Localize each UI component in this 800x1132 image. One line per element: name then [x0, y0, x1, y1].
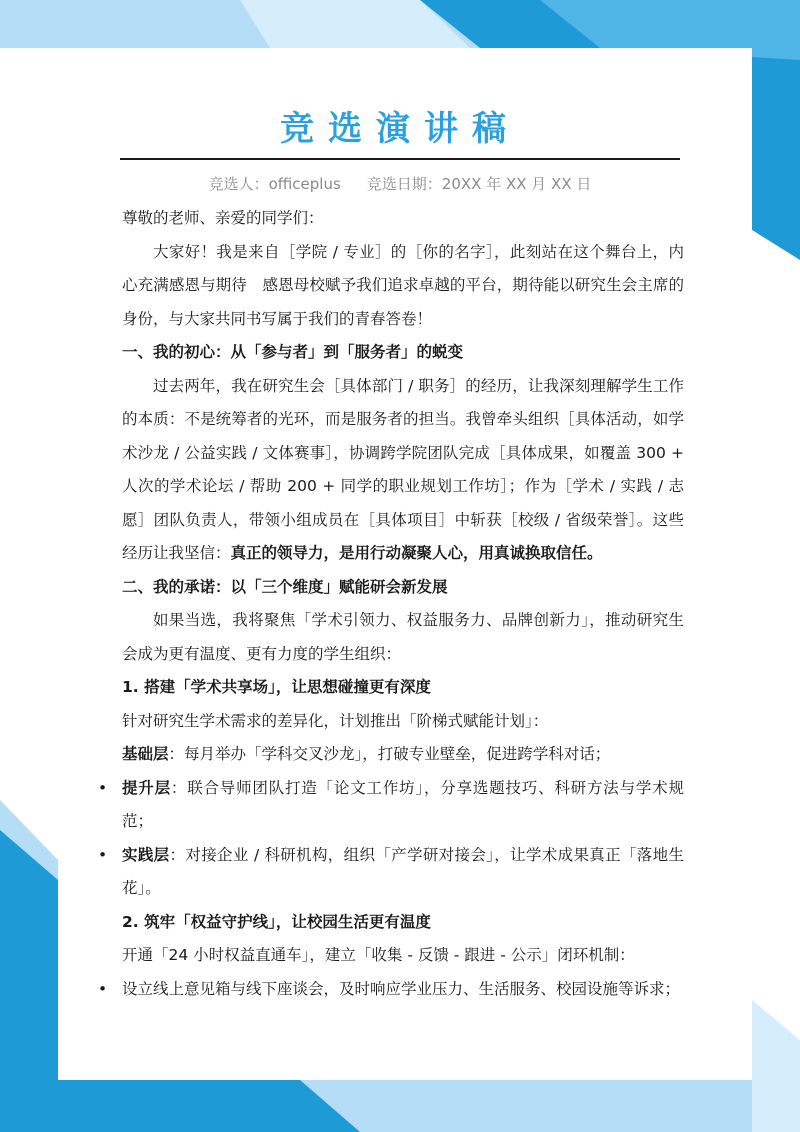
subsection1-heading: 1. 搭建「学术共享场」，让思想碰撞更有深度	[122, 678, 431, 696]
subsection2-heading: 2. 筑牢「权益守护线」，让校园生活更有温度	[122, 912, 431, 931]
section2-paragraph: 如果当选，我将聚焦「学术引领力、权益服务力、品牌创新力」，推动研究生会成为更有温度、更有力度的学生组织：	[122, 611, 684, 663]
greeting: 尊敬的老师、亲爱的同学们：	[122, 209, 324, 227]
candidate-meta	[120, 172, 680, 196]
bullet-icon: •	[98, 778, 108, 797]
bottom-band-light	[300, 1080, 800, 1132]
speech-body	[98, 202, 684, 1006]
bullet-icon: •	[98, 979, 108, 998]
date-label: 竞选日期：20XX 年 XX 月 XX 日	[366, 175, 592, 193]
section1-text: 过去两年，我在研究生会［具体部门 / 职务］的经历，让我深刻理解学生工作的本质：不是统筹者的光环，而是服务者的担当。我曾牵头组织［具体活动，如学术沙龙 / 公益实践 / 文体赛事］，协调跨学院团队完成［具体成果，如覆盖 300 + 人次的学术论坛 / 帮助 200 + 同学的职业规划工作坊］；作为［学术 / 实践 / 志愿］团队负责人，带领小组成员在［具体项目］中斩获［校级 / 省级荣誉］。这些经历让我坚信：	[122, 376, 684, 562]
list-item-label: 基础层	[122, 745, 169, 763]
list-item	[98, 772, 684, 839]
list-item-label: 提升层	[122, 778, 171, 797]
list-item-text: ：对接企业 / 科研机构，组织「产学研对接会」，让学术成果真正「落地生花」。	[122, 845, 684, 897]
section2-heading: 二、我的承诺：以「三个维度」赋能研会新发展	[122, 577, 448, 596]
list-item-text: 设立线上意见箱与线下座谈会，及时响应学业压力、生活服务、校园设施等诉求；	[122, 979, 681, 998]
subsection2-intro: 开通「24 小时权益直通车」，建立「收集 - 反馈 - 跟进 - 公示」闭环机制：	[122, 946, 635, 964]
candidate-label: 竞选人：officeplus	[208, 175, 341, 193]
section1-emphasis: 真正的领导力，是用行动凝聚人心，用真诚换取信任。	[230, 544, 603, 562]
right-band-light	[752, 1000, 800, 1132]
list-item-text: ：联合导师团队打造「论文工作坊」，分享选题技巧、科研方法与学术规范；	[122, 778, 684, 830]
title-underline	[120, 158, 680, 160]
list-item-text: ：每月举办「学科交叉沙龙」，打破专业壁垒，促进跨学科对话；	[168, 745, 611, 763]
list-item	[98, 973, 684, 1007]
document-title: 竞选演讲稿	[280, 109, 520, 149]
list-item	[122, 738, 684, 772]
section1-paragraph	[122, 370, 684, 571]
intro-paragraph: 大家好！我是来自［学院 / 专业］的［你的名字］，此刻站在这个舞台上，内心充满感恩与期待 感恩母校赋予我们追求卓越的平台，期待能以研究生会主席的身份，与大家共同书写属于我们的青春答卷！	[122, 242, 684, 328]
section1-heading: 一、我的初心：从「参与者」到「服务者」的蜕变	[122, 343, 464, 361]
bullet-icon: •	[98, 845, 108, 864]
list-item-label: 实践层	[122, 845, 170, 864]
subsection1-intro: 针对研究生学术需求的差异化，计划推出「阶梯式赋能计划」：	[122, 711, 549, 730]
list-item	[98, 839, 684, 906]
